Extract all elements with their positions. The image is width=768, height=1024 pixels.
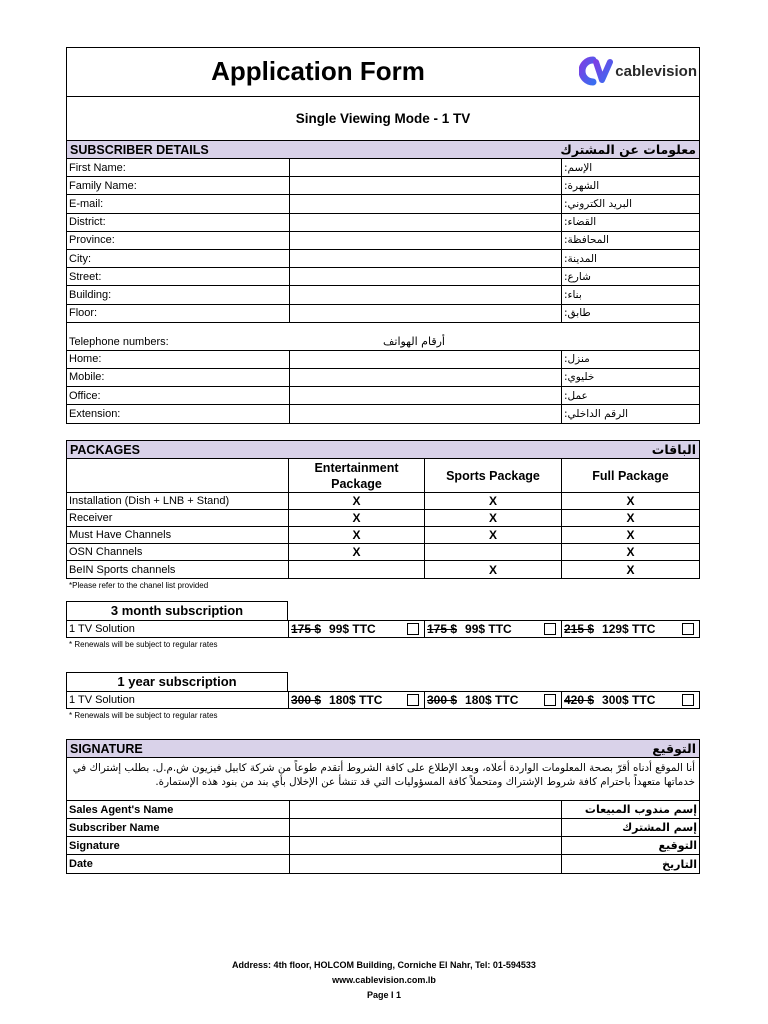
field-input[interactable] xyxy=(289,214,562,232)
package-feature-label: Must Have Channels xyxy=(67,527,289,544)
signature-label: Subscriber Name xyxy=(67,819,289,837)
package-mark xyxy=(425,544,562,561)
field-label-ar: القضاء: xyxy=(562,214,699,232)
footer-page-number: Page I 1 xyxy=(366,990,402,1000)
field-input[interactable] xyxy=(289,305,562,323)
phone-label-ar: خليوي: xyxy=(562,369,699,387)
phone-label: Mobile: xyxy=(67,369,289,387)
signature-label-ar: التوقيع xyxy=(562,837,699,855)
field-label-ar: المحافظة: xyxy=(562,232,699,250)
phone-label-ar: عمل: xyxy=(562,387,699,405)
subscription-row xyxy=(66,620,700,638)
package-row xyxy=(67,527,699,544)
renewal-note: * Renewals will be subject to regular rates xyxy=(69,640,218,650)
price-text xyxy=(291,693,407,707)
signature-row xyxy=(67,819,699,837)
form-header xyxy=(66,47,700,424)
signature-input[interactable] xyxy=(289,801,562,819)
field-label-ar: المدينة: xyxy=(562,250,699,268)
field-label-ar: بناء: xyxy=(562,286,699,304)
new-price: 180$ TTC xyxy=(465,693,519,708)
column-sports: Sports Package xyxy=(425,459,562,493)
section-title: SUBSCRIBER DETAILS xyxy=(70,142,209,157)
field-label-ar: شارع: xyxy=(562,268,699,286)
packages-note: *Please refer to the chanel list provided xyxy=(69,581,209,591)
signature-header xyxy=(67,740,699,758)
signature-label: Date xyxy=(69,858,93,871)
field-label: E-mail: xyxy=(67,195,289,213)
signature-label: Signature xyxy=(67,837,289,855)
field-input[interactable] xyxy=(289,159,562,177)
field-label: First Name: xyxy=(67,159,289,177)
field-input[interactable] xyxy=(289,268,562,286)
old-price: 420 $ xyxy=(564,693,595,708)
package-mark: X xyxy=(289,544,425,561)
subscriptions xyxy=(66,601,700,723)
signature-label-ar: إسم مندوب المبيعات xyxy=(562,801,699,819)
field-input[interactable] xyxy=(289,195,562,213)
signature-input[interactable] xyxy=(289,837,562,855)
package-mark: X xyxy=(289,510,425,527)
select-checkbox[interactable] xyxy=(407,694,419,706)
phone-label: Extension: xyxy=(69,408,121,421)
subscriber-field-row xyxy=(67,286,699,304)
price-option[interactable] xyxy=(425,621,562,637)
packages-header xyxy=(67,441,699,459)
renewal-note: * Renewals will be subject to regular rates xyxy=(69,711,218,721)
field-input[interactable] xyxy=(289,286,562,304)
footer-website[interactable]: www.cablevision.com.lb xyxy=(332,975,436,985)
package-mark: X xyxy=(562,510,699,527)
package-mark: X xyxy=(425,561,562,578)
new-price: 180$ TTC xyxy=(329,693,383,708)
select-checkbox[interactable] xyxy=(407,623,419,635)
field-label: City: xyxy=(67,250,289,268)
subscription-heading: 3 month subscription xyxy=(66,601,288,620)
application-form xyxy=(66,47,700,874)
packages-table xyxy=(66,440,700,579)
package-feature-label: Receiver xyxy=(67,510,289,527)
signature-statement: أنا الموقع أدناه أقرّ بصحة المعلومات الواردة أعلاه، وبعد الإطلاع على كافة الشروط أتقدم طوعاً من شركة كابيل فيزيون ش.م.ل. بطلب إشتراك في خدماتها متعهداً باحترام كافة شروط الإشتراك ومتحملاً كافة المسؤوليات التي قد تنشأ عن الإخلال بأي بند من بنود هذه الإستمارة. xyxy=(67,758,699,801)
field-label: Floor: xyxy=(67,305,289,323)
select-checkbox[interactable] xyxy=(682,623,694,635)
package-rows xyxy=(67,493,699,578)
package-feature-label: Installation (Dish + LNB + Stand) xyxy=(67,493,289,510)
old-price: 300 $ xyxy=(427,693,458,708)
select-checkbox[interactable] xyxy=(682,694,694,706)
subscription-block xyxy=(66,672,700,723)
subscriber-field-row xyxy=(67,177,699,195)
phone-field-row xyxy=(67,369,699,387)
logo-text: cablevision xyxy=(615,62,697,80)
field-label: District: xyxy=(67,214,289,232)
page-title: Application Form xyxy=(211,56,425,86)
packages-column-headers xyxy=(67,459,699,493)
subscriber-fields xyxy=(67,159,699,323)
package-mark: X xyxy=(425,493,562,510)
phone-input[interactable] xyxy=(289,351,562,369)
phone-input[interactable] xyxy=(289,369,562,387)
new-price: 99$ TTC xyxy=(329,622,376,637)
signature-row xyxy=(67,837,699,855)
subscription-label: 1 TV Solution xyxy=(67,692,289,708)
old-price: 175 $ xyxy=(427,622,458,637)
package-mark: X xyxy=(289,493,425,510)
new-price: 300$ TTC xyxy=(602,693,656,708)
price-text xyxy=(564,693,682,707)
subscriber-field-row xyxy=(67,214,699,232)
subscription-row xyxy=(66,691,700,709)
section-title: SIGNATURE xyxy=(70,741,143,756)
package-row xyxy=(67,493,699,510)
old-price: 300 $ xyxy=(291,693,322,708)
field-input[interactable] xyxy=(289,232,562,250)
select-checkbox[interactable] xyxy=(544,694,556,706)
package-mark xyxy=(289,561,425,578)
signature-input[interactable] xyxy=(289,855,562,873)
phone-label: Office: xyxy=(67,387,289,405)
title-row xyxy=(67,48,699,97)
subscriber-field-row xyxy=(67,250,699,268)
cv-logo-icon xyxy=(579,56,613,86)
phone-field-row xyxy=(67,387,699,405)
form-subtitle: Single Viewing Mode - 1 TV xyxy=(67,97,699,141)
old-price: 215 $ xyxy=(564,622,595,637)
price-text xyxy=(427,622,544,636)
field-input[interactable] xyxy=(289,177,562,195)
phone-label-ar: منزل: xyxy=(562,351,699,369)
empty-header-cell xyxy=(67,459,289,493)
price-option[interactable] xyxy=(562,692,699,708)
phone-label: Home: xyxy=(67,351,289,369)
field-label-ar: الإسم: xyxy=(562,159,699,177)
subscriber-field-row xyxy=(67,195,699,213)
phone-input[interactable] xyxy=(289,387,562,405)
price-option[interactable] xyxy=(425,692,562,708)
section-title-ar: التوقيع xyxy=(652,741,696,757)
phone-input[interactable] xyxy=(289,405,562,423)
signature-row xyxy=(67,801,699,819)
price-option[interactable] xyxy=(289,692,425,708)
subscriber-field-row xyxy=(67,232,699,250)
field-label: Building: xyxy=(67,286,289,304)
subscriber-field-row xyxy=(67,159,699,177)
package-mark: X xyxy=(425,527,562,544)
price-option[interactable] xyxy=(289,621,425,637)
telephone-label: Telephone numbers: xyxy=(69,335,169,348)
package-mark: X xyxy=(562,544,699,561)
package-mark: X xyxy=(425,510,562,527)
new-price: 129$ TTC xyxy=(602,622,656,637)
field-label-ar: طابق: xyxy=(562,305,699,323)
subscription-block xyxy=(66,601,700,652)
package-mark: X xyxy=(289,527,425,544)
package-row xyxy=(67,510,699,527)
page-footer xyxy=(0,958,768,1003)
signature-row xyxy=(67,855,699,873)
field-input[interactable] xyxy=(289,250,562,268)
subscription-label: 1 TV Solution xyxy=(67,621,289,637)
package-mark: X xyxy=(562,527,699,544)
column-entertainment: Entertainment Package xyxy=(289,459,425,493)
old-price: 175 $ xyxy=(291,622,322,637)
signature-section xyxy=(66,739,700,874)
select-checkbox[interactable] xyxy=(544,623,556,635)
section-title-ar: الباقات xyxy=(651,442,696,458)
price-text xyxy=(427,693,544,707)
signature-label-ar: إسم المشترك xyxy=(562,819,699,837)
price-option[interactable] xyxy=(562,621,699,637)
package-mark: X xyxy=(626,562,635,577)
field-label: Province: xyxy=(67,232,289,250)
telephone-label-ar: أرقام الهواتف xyxy=(383,334,445,348)
subscriber-details-header xyxy=(67,141,699,159)
price-text xyxy=(291,622,407,636)
signature-label: Sales Agent's Name xyxy=(67,801,289,819)
phone-field-row xyxy=(67,405,699,423)
field-label-ar: البريد الكتروني: xyxy=(562,195,699,213)
subscription-heading: 1 year subscription xyxy=(66,672,288,691)
package-mark: X xyxy=(562,493,699,510)
column-full: Full Package xyxy=(562,459,699,493)
footer-address: Address: 4th floor, HOLCOM Building, Corniche El Nahr, Tel: 01-594533 xyxy=(232,960,536,970)
new-price: 99$ TTC xyxy=(465,622,512,637)
phone-fields xyxy=(67,351,699,424)
telephone-numbers-row xyxy=(67,323,699,351)
package-feature-label: BeIN Sports channels xyxy=(67,561,289,578)
section-title: PACKAGES xyxy=(70,442,140,457)
field-label-ar: الشهرة: xyxy=(562,177,699,195)
field-label: Street: xyxy=(67,268,289,286)
signature-rows xyxy=(67,801,699,873)
signature-input[interactable] xyxy=(289,819,562,837)
package-feature-label: OSN Channels xyxy=(67,544,289,561)
section-title-ar: معلومات عن المشترك xyxy=(560,142,696,157)
price-text xyxy=(564,622,682,636)
package-row xyxy=(67,544,699,561)
signature-label-ar: التاريخ xyxy=(662,857,697,871)
subscriber-field-row xyxy=(67,268,699,286)
phone-field-row xyxy=(67,351,699,369)
package-row xyxy=(67,561,699,578)
field-label: Family Name: xyxy=(67,177,289,195)
phone-label-ar: الرقم الداخلي: xyxy=(564,408,629,421)
subscriber-field-row xyxy=(67,305,699,323)
cablevision-logo xyxy=(579,56,697,86)
